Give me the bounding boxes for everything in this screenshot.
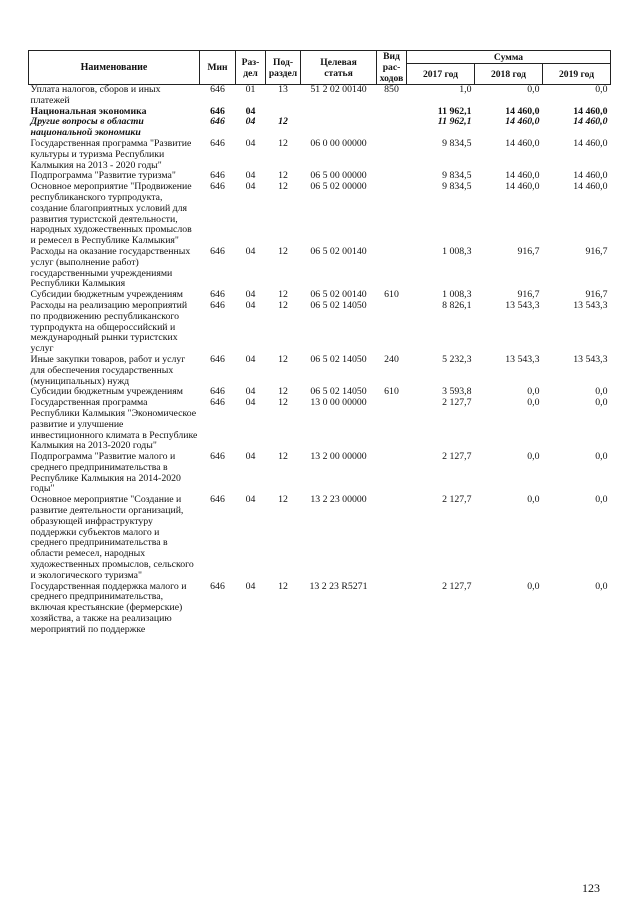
cell-podrazdel: 12: [278, 289, 288, 301]
cell-podrazdel: 12: [278, 451, 288, 463]
cell-name: Подпрограмма "Развитие малого и среднего предпринимательства в Республике Калмыкия на 2014-2020 годы": [30, 451, 181, 495]
cell-2018: 14 460,0: [505, 181, 540, 193]
cell-vid: [377, 182, 407, 247]
table-row: [29, 85, 611, 107]
cell-2017: 1,0: [459, 84, 472, 95]
cell-podrazdel: 13: [278, 84, 288, 95]
cell-name: Расходы на оказание государственных услуг (выполнение работ) государственными учреждениями Республики Калмыкия: [30, 245, 191, 290]
cell-2017: 3 593,8: [442, 386, 472, 398]
table-row: [29, 398, 611, 452]
cell-name: Государственная поддержка малого и среднего предпринимательства, включая крестьянские (фермерские) хозяйства, а также на реализацию мероприятий по поддержке: [30, 580, 187, 635]
cell-vid: [377, 582, 407, 636]
cell-vid: 850: [384, 84, 399, 95]
cell-name: Подпрограмма "Развитие туризма": [30, 170, 176, 182]
cell-podrazdel: 12: [278, 116, 288, 128]
cell-vid: 610: [384, 386, 399, 398]
header-summa: Сумма: [407, 51, 611, 64]
cell-2018: 14 460,0: [505, 170, 540, 182]
cell-2017: 1 008,3: [442, 245, 472, 257]
cell-2018: 0,0: [527, 580, 540, 592]
cell-razdel: 04: [245, 353, 256, 365]
cell-min: 646: [210, 451, 225, 463]
cell-min: 646: [210, 299, 225, 311]
cell-celevaya: 06 5 02 14050: [310, 353, 367, 365]
cell-name: Субсидии бюджетным учреждениям: [30, 289, 183, 301]
cell-2019: 14 460,0: [573, 137, 608, 149]
cell-2018: 916,7: [517, 245, 540, 257]
cell-razdel: 04: [245, 289, 256, 301]
header-celevaya: Целевая статья: [301, 51, 377, 85]
cell-celevaya: 06 5 02 14050: [310, 299, 367, 311]
cell-celevaya: 13 2 23 00000: [310, 494, 367, 506]
cell-min: 646: [210, 580, 225, 592]
cell-2018: 13 543,3: [505, 353, 540, 365]
cell-name: Уплата налогов, сборов и иных платежей: [30, 84, 161, 106]
table-row: [29, 182, 611, 247]
cell-2017: 8 826,1: [442, 299, 472, 311]
cell-vid: [377, 247, 407, 290]
cell-min: 646: [210, 170, 225, 182]
header-name: Наименование: [29, 51, 200, 85]
cell-2018: 916,7: [517, 289, 540, 301]
cell-2017: 2 127,7: [442, 494, 472, 506]
table-row: [29, 139, 611, 171]
cell-celevaya: 06 5 02 14050: [310, 386, 367, 398]
cell-min: 646: [210, 105, 225, 117]
cell-2018: 0,0: [527, 386, 540, 398]
table-row: [29, 495, 611, 581]
cell-2018: 14 460,0: [505, 105, 540, 117]
cell-razdel: 04: [245, 137, 256, 149]
cell-2017: 2 127,7: [442, 397, 472, 409]
cell-razdel: 01: [245, 84, 256, 95]
table-row: [29, 582, 611, 636]
header-razdel: Раз- дел: [236, 51, 266, 85]
cell-podrazdel: 12: [278, 137, 288, 149]
cell-2018: 0,0: [527, 84, 540, 95]
page-number: 123: [582, 881, 600, 895]
cell-2019: 0,0: [595, 580, 608, 592]
header-min: Мин: [200, 51, 236, 85]
cell-2019: 14 460,0: [573, 181, 608, 193]
cell-razdel: 04: [245, 386, 256, 398]
cell-vid: [377, 171, 407, 182]
cell-2018: 13 543,3: [505, 299, 540, 311]
cell-razdel: 04: [245, 451, 256, 463]
cell-razdel: 04: [245, 181, 256, 193]
cell-celevaya: 06 5 00 00000: [310, 170, 367, 182]
cell-name: Расходы на реализацию мероприятий по продвижению республиканского турпродукта на общероссийский и международный рынки туристских услуг: [30, 299, 188, 355]
cell-2019: 0,0: [595, 397, 608, 409]
cell-razdel: 04: [245, 116, 256, 128]
cell-podrazdel: 12: [278, 353, 288, 365]
cell-vid: [377, 107, 407, 118]
cell-name: Государственная программа "Развитие культуры и туризма Республики Калмыкия на 2013 - 2020 годы": [30, 137, 192, 171]
header-year-2017: 2017 год: [407, 64, 475, 85]
cell-2019: 14 460,0: [573, 170, 608, 182]
cell-razdel: 04: [245, 580, 256, 592]
cell-min: 646: [210, 397, 225, 409]
cell-2018: 14 460,0: [505, 116, 540, 128]
cell-2017: 9 834,5: [442, 137, 472, 149]
budget-table-sheet: [28, 50, 610, 636]
cell-celevaya: 06 5 02 00140: [310, 245, 367, 257]
cell-2019: 0,0: [595, 386, 608, 398]
cell-podrazdel: 12: [278, 181, 288, 193]
cell-min: 646: [210, 181, 225, 193]
cell-vid: 240: [384, 353, 399, 365]
cell-podrazdel: 12: [278, 299, 288, 311]
cell-2019: 13 543,3: [573, 353, 608, 365]
cell-2019: 14 460,0: [573, 116, 608, 128]
cell-vid: [377, 398, 407, 452]
cell-2017: 11 962,1: [437, 116, 472, 128]
header-year-2019: 2019 год: [543, 64, 611, 85]
header-podrazdel: Под- раздел: [266, 51, 301, 85]
cell-2018: 0,0: [527, 397, 540, 409]
cell-podrazdel: 12: [278, 386, 288, 398]
cell-2017: 9 834,5: [442, 181, 472, 193]
cell-podrazdel: 12: [278, 170, 288, 182]
table-row: [29, 247, 611, 290]
cell-min: 646: [210, 84, 225, 95]
cell-2017: 2 127,7: [442, 580, 472, 592]
cell-podrazdel: 12: [278, 494, 288, 506]
cell-razdel: 04: [245, 105, 256, 117]
cell-celevaya: 13 2 00 00000: [310, 451, 367, 463]
cell-vid: [377, 452, 407, 495]
cell-celevaya: 06 0 00 00000: [310, 137, 367, 149]
cell-2019: 0,0: [595, 84, 608, 95]
cell-2018: 0,0: [527, 494, 540, 506]
cell-vid: [377, 117, 407, 139]
table-row: [29, 452, 611, 495]
cell-razdel: 04: [245, 170, 256, 182]
cell-razdel: 04: [245, 397, 256, 409]
cell-min: 646: [210, 353, 225, 365]
cell-2019: 13 543,3: [573, 299, 608, 311]
cell-vid: [377, 139, 407, 171]
table-header: [29, 51, 611, 85]
cell-2019: 916,7: [585, 289, 608, 301]
cell-2017: 2 127,7: [442, 451, 472, 463]
cell-2017: 9 834,5: [442, 170, 472, 182]
cell-2018: 14 460,0: [505, 137, 540, 149]
cell-min: 646: [210, 116, 225, 128]
table-row: [29, 355, 611, 387]
cell-celevaya: 06 5 02 00000: [310, 181, 367, 193]
cell-name: Государственная программа Республики Калмыкия "Экономическое развитие и улучшение инвестиционного климата в Республике Калмыкия на 2013-2020 годы": [30, 397, 198, 452]
table-row: [29, 301, 611, 355]
cell-min: 646: [210, 289, 225, 301]
cell-vid: [377, 495, 407, 581]
cell-name: Субсидии бюджетным учреждениям: [30, 386, 183, 398]
header-year-2018: 2018 год: [475, 64, 543, 85]
cell-2017: 5 232,3: [442, 353, 472, 365]
cell-celevaya: 51 2 02 00140: [310, 84, 367, 95]
cell-name: Основное мероприятие "Продвижение республиканского турпродукта, создание благоприятных условий для развития туристской деятельности, народных художественных промыслов и ремесел в Республике Калмыкия": [30, 181, 192, 247]
cell-2019: 14 460,0: [573, 105, 608, 117]
table-body: [29, 85, 611, 636]
cell-min: 646: [210, 245, 225, 257]
cell-name: Основное мероприятие "Создание и развитие деятельности организаций, образующей инфраструктуру поддержки субъектов малого и среднего предпринимательства в области ремесел, народных художественных промыслов, сельского и экологического туризма": [30, 494, 194, 581]
cell-razdel: 04: [245, 494, 256, 506]
cell-2019: 0,0: [595, 451, 608, 463]
cell-2019: 0,0: [595, 494, 608, 506]
cell-celevaya: [301, 117, 377, 139]
cell-celevaya: [301, 107, 377, 118]
cell-2017: 11 962,1: [437, 105, 472, 117]
cell-name: Другие вопросы в области национальной экономики: [30, 116, 144, 139]
cell-min: 646: [210, 137, 225, 149]
cell-vid: [377, 301, 407, 355]
cell-2017: 1 008,3: [442, 289, 472, 301]
header-vid: Вид рас- ходов: [377, 51, 407, 85]
cell-name: Иные закупки товаров, работ и услуг для обеспечения государственных (муниципальных) нужд: [30, 353, 186, 387]
cell-min: 646: [210, 494, 225, 506]
cell-podrazdel: 12: [278, 580, 288, 592]
cell-razdel: 04: [245, 299, 256, 311]
cell-podrazdel: 12: [278, 397, 288, 409]
cell-2018: 0,0: [527, 451, 540, 463]
cell-celevaya: 13 2 23 R5271: [309, 580, 368, 592]
cell-celevaya: 13 0 00 00000: [310, 397, 367, 409]
cell-celevaya: 06 5 02 00140: [310, 289, 367, 301]
cell-min: 646: [210, 386, 225, 398]
cell-2019: 916,7: [585, 245, 608, 257]
table-row: [29, 117, 611, 139]
budget-table: [28, 50, 611, 636]
cell-vid: 610: [384, 289, 399, 301]
cell-name: Национальная экономика: [30, 105, 147, 117]
cell-podrazdel: 12: [278, 245, 288, 257]
cell-razdel: 04: [245, 245, 256, 257]
